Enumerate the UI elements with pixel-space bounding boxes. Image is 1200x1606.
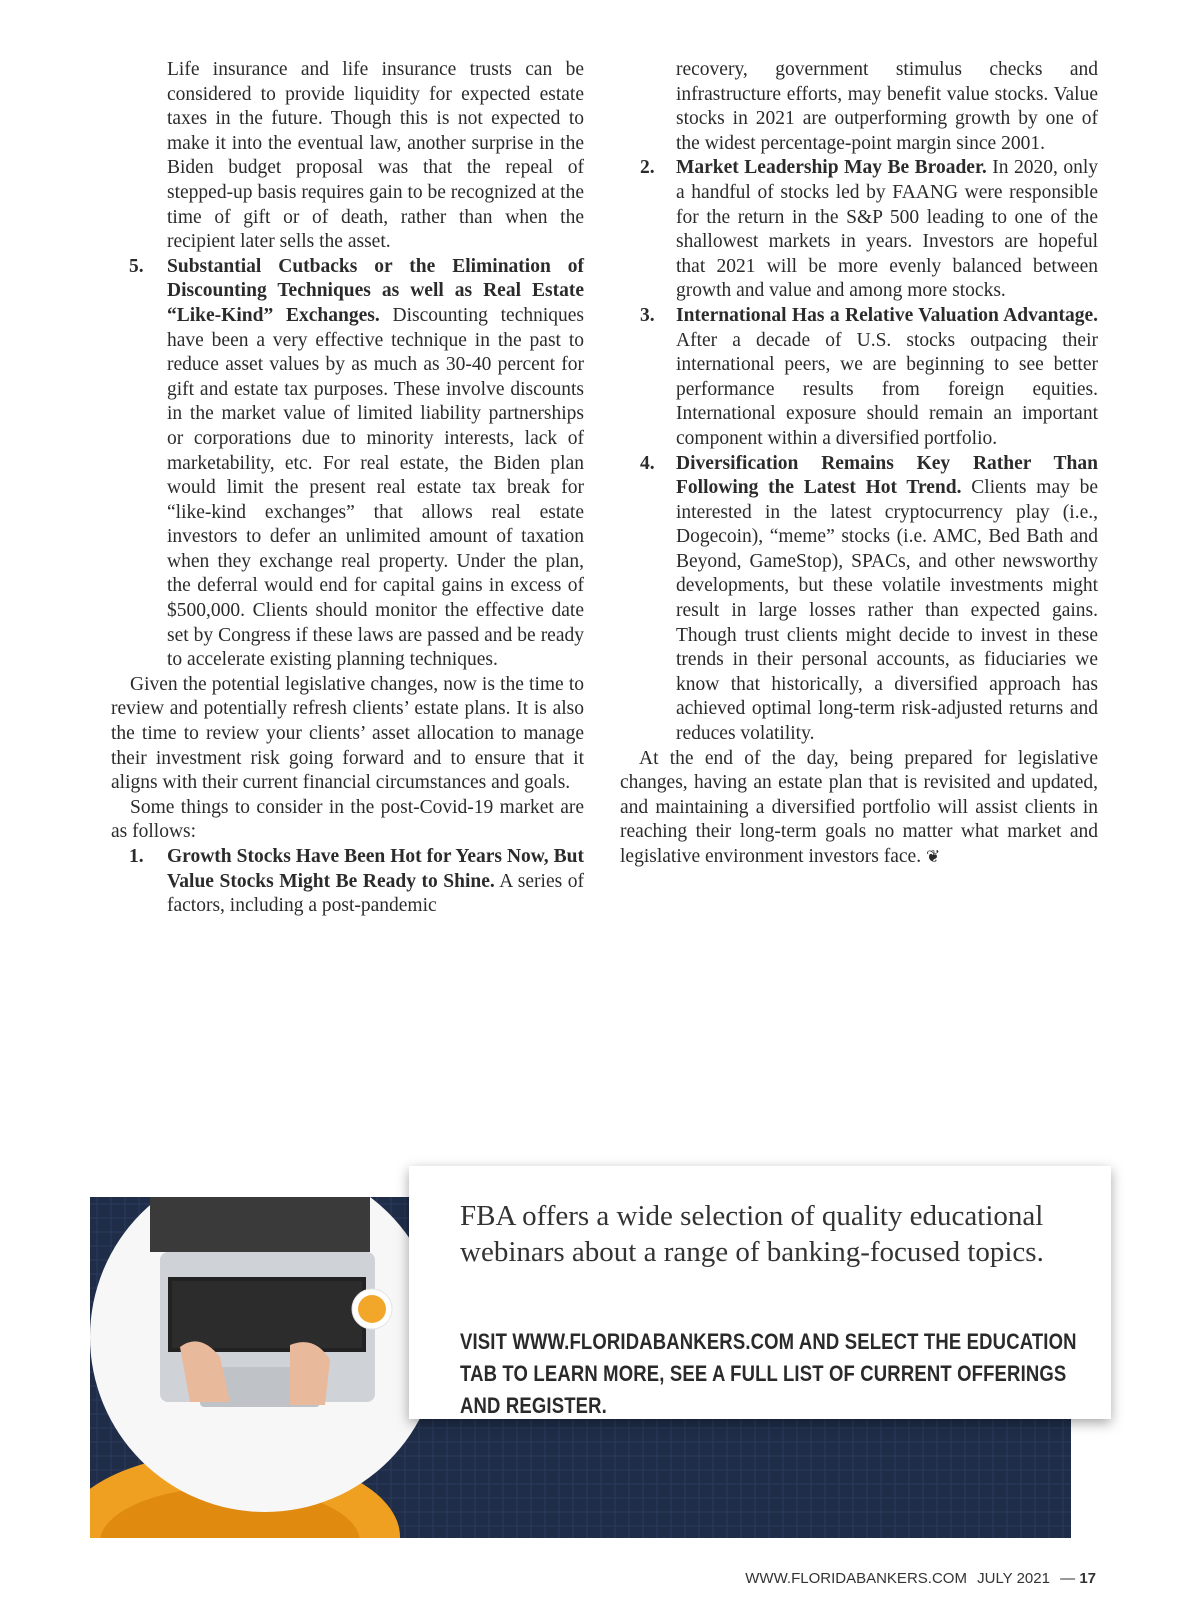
list-body: A series of factors, including a post-pandemic [167,870,584,917]
webinar-promo-card [409,1166,1111,1419]
list-number: 1. [129,846,144,867]
list-heading: Market Leadership May Be Broader. [676,157,987,179]
list-body: Discounting techniques have been a very effective technique in the past to reduce asset values by as much as 30-40 percent for gift and estate tax purposes. These involve discounts in the market value of limited liability partnerships or corporations due to minority interests, lack of marketability, etc. For real estate, the Biden plan would limit the present real estate tax break for “like-kind exchanges” that allows real estate investors to defer an unlimited amount of taxation when they exchange real property. Under the plan, the deferral would end for capital gains in excess of $500,000. Clients should monitor the effective date set by Congress if these laws are passed and be ready to accelerate existing planning techniques. [167,304,585,671]
list-heading: International Has a Relative Valuation Advantage. [676,304,1098,326]
right-column [620,58,1098,870]
closing-text: At the end of the day, being prepared for legislative changes, having an estate plan that is revisited and updated, and maintaining a diversified portfolio will assist clients in reaching their long-term goals no matter what market and legislative environment investors face. [620,747,1098,867]
closing-paragraph [620,747,1098,870]
intro-paragraph: Life insurance and life insurance trusts can be considered to provide liquidity for expected estate taxes in the future. Though this is not expected to make it into the eventual law, another surprise in the Biden budget proposal was that the repeal of stepped-up basis requires gain to be recognized at the time of gift or of death, rather than when the recipient later sells the asset. [167,59,584,253]
list-item-5 [111,255,584,673]
list-body: Clients may be interested in the latest cryptocurrency play (i.e., Dogecoin), “meme” stocks (i.e. AMC, Bed Bath and Beyond, GameStop), SPACs, and other newsworthy developments, but these volatile investments might result in large losses rather than expected gains. Though trust clients might decide to invest in these trends in their personal accounts, as fiduciaries we know that historically, a diversified approach has achieved optimal long-term risk-adjusted returns and reduces volatility. [676,477,1099,745]
list-item-3 [620,304,1098,452]
list-number: 5. [129,255,144,277]
list-item-2 [620,156,1098,304]
list-item-4 [620,452,1098,747]
list-item-1 [111,845,584,919]
list-number: 3. [640,304,655,326]
list-body: After a decade of U.S. stocks outpacing their international peers, we are beginning to see better performance results from foreign equities. International exposure should remain an important component within a diversified portfolio. [676,329,1098,449]
list-body: In 2020, only a handful of stocks led by FAANG were responsible for the return in the S&P 500 leading to one of the shallowest markets in years. Investors are hopeful that 2021 will be more evenly balanced between growth and value and among more stocks. [676,157,1099,302]
page-number: 17 [1079,1570,1096,1587]
footer-issue: JULY 2021 [977,1570,1050,1587]
footer-website[interactable]: WWW.FLORIDABANKERS.COM [745,1570,967,1587]
list-number: 2. [640,157,655,179]
left-column [111,58,584,919]
footer-dash: — [1060,1570,1076,1587]
list-item-1-continued: recovery, government stimulus checks and infrastructure efforts, may benefit value stocks. Value stocks in 2021 are outperforming growth by one of the widest percentage-point margin since 2001. [676,59,1098,154]
promo-lead-text: FBA offers a wide selection of quality educational webinars about a range of banking-focused topics. [460,1200,1044,1268]
list-number: 4. [640,452,655,474]
list-heading: Substantial Cutbacks or the Elimination of Discounting Techniques as well as Real Estate “Like-Kind” Exchanges. [167,255,584,326]
body-paragraph: Given the potential legislative changes, now is the time to review and potentially refresh clients’ estate plans. It is also the time to review your clients’ asset allocation to manage their investment risk going forward and to ensure that it aligns with their current financial circumstances and goals. [111,673,584,794]
list-heading: Diversification Remains Key Rather Than Following the Latest Hot Trend. [676,452,1098,499]
promo-cta-text[interactable]: VISIT WWW.FLORIDABANKERS.COM AND SELECT THE EDUCATION TAB TO LEARN MORE, SEE A FULL LIST OF CURRENT OFFERINGS AND REGISTER. [460,1329,1077,1418]
fba-end-mark-icon: ❦ [925,847,941,867]
list-heading: Growth Stocks Have Been Hot for Years Now, But Value Stocks Might Be Ready to Shine. [167,846,584,892]
page-footer [745,1570,1096,1587]
body-paragraph: Some things to consider in the post-Covid-19 market are as follows: [111,796,584,843]
